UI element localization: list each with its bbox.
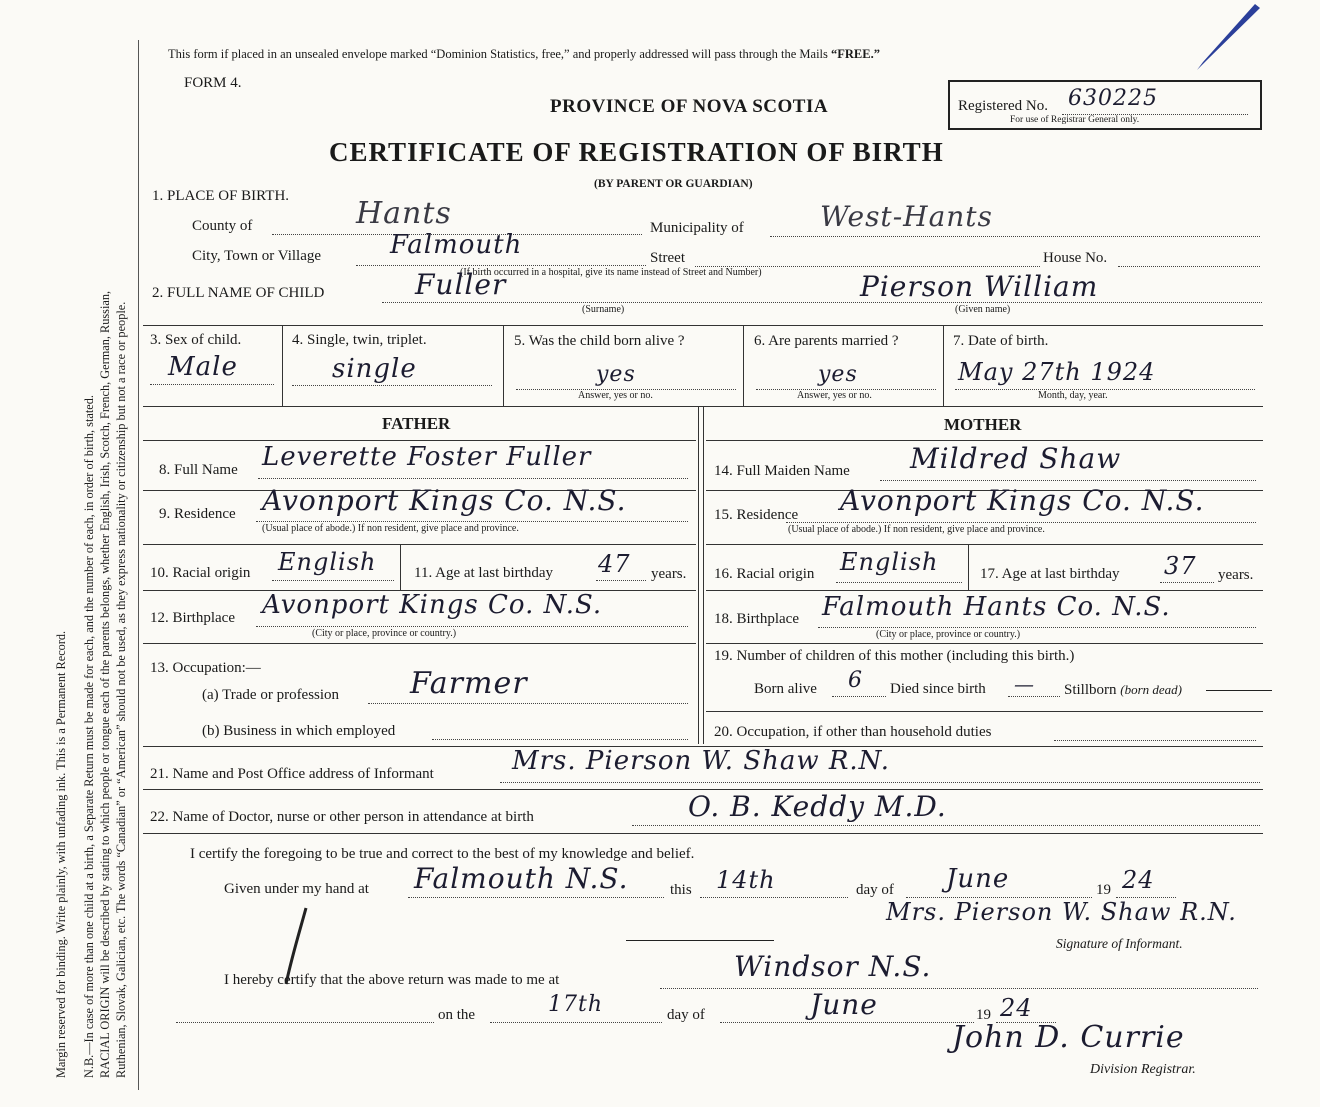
died-since-birth-value: — — [1014, 672, 1035, 696]
street-label: Street — [650, 250, 685, 266]
father-birthplace-value: Avonport Kings Co. N.S. — [262, 590, 603, 620]
born-alive-count-value: 6 — [848, 668, 863, 693]
mother-row-5 — [706, 643, 1263, 644]
mother-birthplace-caption: (City or place, province or country.) — [876, 629, 1021, 640]
cert-day-value: 14th — [716, 866, 776, 894]
father-birthplace-caption: (City or place, province or country.) — [312, 628, 457, 639]
mother-racial-line — [836, 582, 962, 583]
child-given-value: Pierson William — [860, 270, 1099, 303]
father-name-value: Leverette Foster Fuller — [262, 442, 592, 472]
mother-racial-label: 16. Racial origin — [714, 566, 815, 582]
children-count-label: 19. Number of children of this mother (including this birth.) — [714, 648, 1075, 664]
stillborn-dash — [1206, 690, 1272, 691]
father-row-1 — [143, 440, 696, 441]
county-label: County of — [192, 218, 253, 234]
father-age-line — [596, 580, 646, 581]
registrar-year-value: 24 — [1000, 994, 1033, 1022]
cert-day-of-label: day of — [856, 882, 894, 898]
this-label: this — [670, 882, 692, 898]
born-alive-value: yes — [596, 362, 636, 387]
margin-note-binding: Margin reserved for binding. Write plainly, with unfading ink. This is a Permanent Record. — [54, 630, 68, 1078]
dob-value: May 27th 1924 — [958, 358, 1156, 386]
mother-residence-label: 15. Residence — [714, 507, 799, 523]
box-divider-1 — [282, 325, 283, 406]
born-alive-count-line — [832, 696, 886, 697]
mother-age-line — [1160, 582, 1214, 583]
father-name-label: 8. Full Name — [159, 462, 238, 478]
trade-label: (a) Trade or profession — [202, 687, 340, 703]
cert-year-prefix: 19 — [1096, 882, 1111, 898]
parents-center-divider — [698, 406, 699, 744]
mother-row-6 — [706, 711, 1263, 712]
box-divider-2 — [503, 325, 504, 406]
father-heading: FATHER — [382, 414, 451, 433]
father-row-3 — [143, 544, 696, 545]
margin-notes — [0, 0, 140, 1107]
on-the-label: on the — [438, 1007, 476, 1023]
mother-birthplace-value: Falmouth Hants Co. N.S. — [822, 592, 1171, 622]
registered-label: Registered No. — [958, 98, 1048, 114]
row-divider-top — [143, 325, 1263, 326]
dob-caption: Month, day, year. — [1038, 390, 1108, 401]
child-name-line — [382, 302, 1262, 303]
registrar-month-value: June — [810, 988, 878, 1021]
blue-ink-mark — [1185, 0, 1265, 80]
informant-value: Mrs. Pierson W. Shaw R.N. — [512, 746, 891, 776]
mother-age-divider — [968, 544, 969, 590]
registrar-day-line — [490, 1022, 662, 1023]
registered-note: For use of Registrar General only. — [1010, 115, 1140, 125]
father-residence-label: 9. Residence — [159, 506, 236, 522]
mother-years-label: years. — [1218, 567, 1254, 583]
informant-signature: Mrs. Pierson W. Shaw R.N. — [886, 898, 1237, 926]
child-surname-value: Fuller — [415, 268, 507, 301]
given-place-value: Falmouth N.S. — [414, 862, 629, 895]
father-racial-label: 10. Racial origin — [150, 565, 251, 581]
mail-free-label: “FREE.” — [831, 47, 880, 61]
informant-label: 21. Name and Post Office address of Informant — [150, 766, 434, 782]
registrar-month-line — [720, 1022, 974, 1023]
box-divider-4 — [943, 325, 944, 406]
mail-notice — [168, 47, 880, 62]
registrar-leading-line — [176, 1022, 434, 1023]
father-birthplace-line — [256, 626, 688, 627]
parents-center-divider-2 — [703, 406, 704, 744]
mother-row-1 — [706, 440, 1263, 441]
father-years-label: years. — [651, 566, 687, 582]
born-alive-count-label: Born alive — [754, 681, 817, 697]
registered-number-box — [948, 80, 1262, 130]
stillborn-text: Stillborn — [1064, 682, 1117, 698]
sex-line — [150, 384, 274, 385]
cert-month-value: June — [946, 864, 1010, 894]
dob-label: 7. Date of birth. — [953, 333, 1049, 349]
mother-residence-caption: (Usual place of abode.) If non resident, give place and province. — [788, 524, 1045, 535]
municipality-label: Municipality of — [650, 220, 744, 236]
signature-short-line — [626, 940, 774, 941]
father-name-line — [258, 478, 688, 479]
registrar-statement: I hereby certify that the above return was made to me at — [224, 972, 560, 988]
given-name-caption: (Given name) — [955, 304, 1011, 315]
registrar-place-value: Windsor N.S. — [734, 950, 932, 983]
sex-label: 3. Sex of child. — [150, 332, 242, 348]
informant-signature-caption: Signature of Informant. — [1056, 936, 1183, 951]
informant-line — [500, 782, 1260, 783]
mother-residence-value: Avonport Kings Co. N.S. — [840, 484, 1205, 517]
parents-married-label: 6. Are parents married ? — [754, 333, 899, 349]
mother-name-label: 14. Full Maiden Name — [714, 463, 850, 479]
father-racial-value: English — [278, 548, 377, 576]
business-line — [432, 739, 688, 740]
doctor-value: O. B. Keddy M.D. — [688, 790, 947, 823]
mother-residence-line — [786, 522, 1256, 523]
municipality-line — [770, 236, 1260, 237]
died-since-birth-label: Died since birth — [890, 681, 986, 697]
mother-age-value: 37 — [1164, 552, 1197, 580]
row-doctor-bottom — [143, 833, 1263, 834]
house-number-label: House No. — [1043, 250, 1108, 266]
stillborn-label — [1064, 682, 1182, 699]
father-residence-caption: (Usual place of abode.) If non resident, give place and province. — [262, 523, 519, 534]
mother-birthplace-label: 18. Birthplace — [714, 611, 799, 627]
plurality-label: 4. Single, twin, triplet. — [292, 332, 427, 348]
margin-note-multiple-births: N.B.—In case of more than one child at a birth, a Separate Return must be made for each, and the number of each, in order of birth, stated. — [82, 395, 96, 1078]
registered-number: 630225 — [1068, 86, 1158, 111]
hospital-note: (If birth occurred in a hospital, give its name instead of Street and Number) — [460, 267, 762, 278]
father-birthplace-label: 12. Birthplace — [150, 610, 235, 626]
father-racial-line — [272, 580, 394, 581]
mother-occupation-line — [1054, 740, 1256, 741]
margin-note-nationality: Ruthenian, Slovak, Galician, etc. The words “Canadian” or “American” should not be used, as they express nationality or citizenship but not a race or people. — [114, 301, 128, 1078]
given-place-line — [408, 897, 664, 898]
registrar-day-of-label: day of — [667, 1007, 705, 1023]
cert-year-value: 24 — [1122, 866, 1155, 894]
mother-name-value: Mildred Shaw — [910, 442, 1122, 475]
house-number-line — [1118, 266, 1260, 267]
born-alive-caption: Answer, yes or no. — [578, 390, 653, 401]
mother-age-label: 17. Age at last birthday — [980, 566, 1120, 582]
plurality-line — [292, 385, 492, 386]
plurality-value: single — [332, 354, 417, 384]
place-of-birth-heading: 1. PLACE OF BIRTH. — [152, 188, 290, 204]
form-number: FORM 4. — [184, 75, 242, 91]
mother-row-3 — [706, 544, 1263, 545]
trade-value: Farmer — [410, 666, 528, 701]
father-age-label: 11. Age at last birthday — [414, 565, 553, 581]
parents-married-caption: Answer, yes or no. — [797, 390, 872, 401]
city-value: Falmouth — [390, 230, 523, 260]
binding-margin-line — [138, 40, 139, 1090]
registrar-day-value: 17th — [548, 992, 604, 1017]
registrar-signature-caption: Division Registrar. — [1090, 1062, 1196, 1077]
died-since-birth-line — [1008, 696, 1060, 697]
business-label: (b) Business in which employed — [202, 723, 396, 739]
father-row-5 — [143, 643, 696, 644]
father-residence-line — [256, 521, 688, 522]
father-age-value: 47 — [598, 550, 631, 578]
mother-row-4 — [706, 590, 1263, 591]
father-residence-value: Avonport Kings Co. N.S. — [262, 484, 627, 517]
mail-notice-text: This form if placed in an unsealed envelope marked “Dominion Statistics, free,” and properly addressed will pass through the Mails — [168, 47, 828, 61]
mother-racial-value: English — [840, 548, 939, 576]
trade-line — [368, 703, 688, 704]
mother-heading: MOTHER — [944, 415, 1022, 434]
mother-name-line — [880, 480, 1256, 481]
father-age-divider — [400, 544, 401, 590]
doctor-label: 22. Name of Doctor, nurse or other person in attendance at birth — [150, 809, 534, 825]
county-value: Hants — [356, 196, 452, 231]
mother-birthplace-line — [818, 627, 1256, 628]
margin-note-racial-origin: RACIAL ORIGIN will be described by stating to which people or tongue each of the parents belongs, whether English, Irish, Scotch, French, German, Russian, — [98, 290, 112, 1078]
cert-day-line — [700, 897, 848, 898]
mother-occupation-label: 20. Occupation, if other than household duties — [714, 724, 992, 740]
registrar-place-line — [660, 988, 1258, 989]
registrar-year-prefix: 19 — [976, 1007, 991, 1023]
municipality-value: West-Hants — [820, 200, 993, 233]
certificate-title: CERTIFICATE OF REGISTRATION OF BIRTH — [329, 137, 944, 167]
certification-statement: I certify the foregoing to be true and correct to the best of my knowledge and belief. — [190, 846, 695, 862]
born-alive-label: 5. Was the child born alive ? — [514, 333, 685, 349]
parents-married-value: yes — [818, 362, 858, 387]
city-label: City, Town or Village — [192, 248, 322, 264]
stillborn-note: (born dead) — [1120, 682, 1183, 697]
registrar-signature: John D. Currie — [952, 1020, 1185, 1055]
sex-value: Male — [168, 352, 238, 382]
certificate-subtitle: (BY PARENT OR GUARDIAN) — [594, 178, 753, 190]
doctor-line — [632, 825, 1260, 826]
city-line — [356, 265, 646, 266]
given-under-label: Given under my hand at — [224, 881, 369, 897]
father-occupation-label: 13. Occupation:— — [150, 660, 261, 676]
province-title: PROVINCE OF NOVA SCOTIA — [550, 96, 829, 117]
surname-caption: (Surname) — [582, 304, 625, 315]
box-divider-3 — [743, 325, 744, 406]
child-name-label: 2. FULL NAME OF CHILD — [152, 285, 325, 301]
